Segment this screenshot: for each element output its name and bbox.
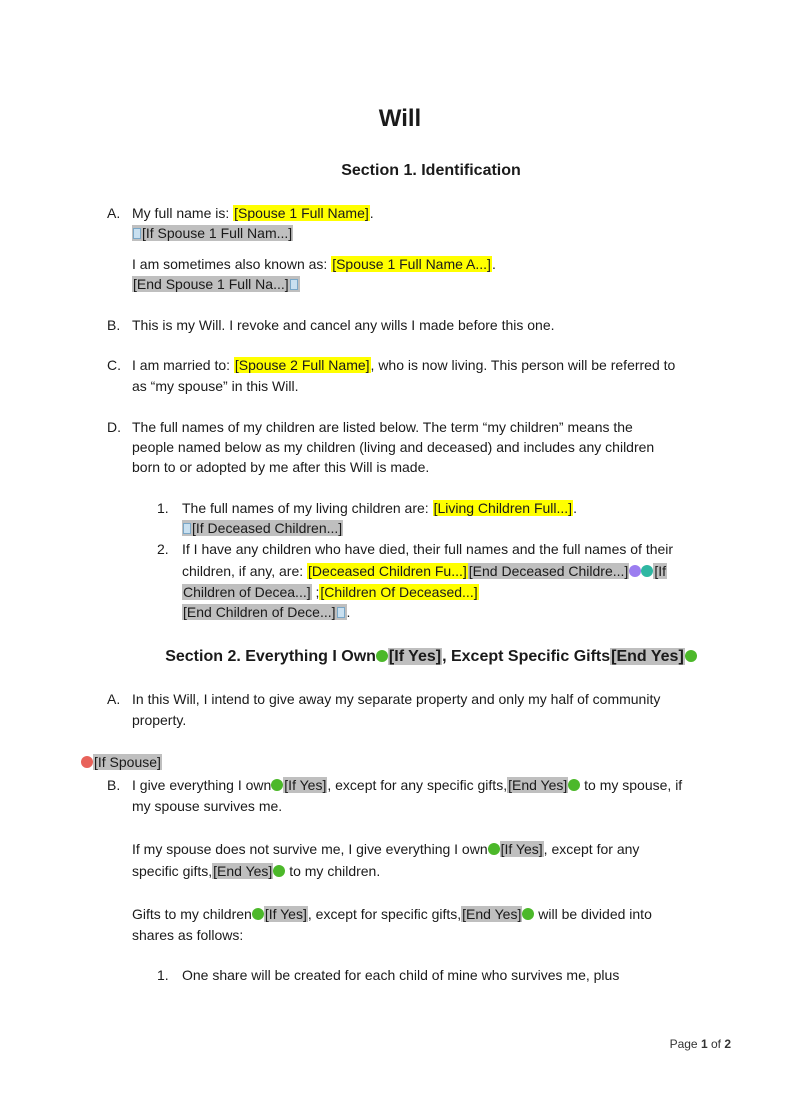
clause-1d-line2: people named below as my children (living and deceased) and includes any children	[132, 439, 655, 455]
clause-text: , except for specific gifts,	[307, 906, 462, 922]
if-spouse-line	[81, 752, 162, 772]
green-dot-icon	[271, 779, 283, 791]
conditional-field-end-deceased-children[interactable]: [End Deceased Childre...]	[468, 563, 629, 579]
clause-2b-p3-line1	[132, 904, 652, 924]
clause-text: I am married to:	[132, 357, 234, 373]
red-dot-icon	[81, 756, 93, 768]
clause-2b1-text: One share will be created for each child of mine who survives me, plus	[182, 967, 620, 983]
clause-text: I am sometimes also known as:	[132, 256, 332, 272]
clause-1a-cond-line	[132, 223, 293, 243]
clause-text: Gifts to my children	[132, 906, 252, 922]
clause-1d2-line4	[182, 602, 350, 622]
punctuation: .	[369, 205, 374, 221]
clause-1a-line1	[132, 203, 374, 223]
list-marker-2: 2.	[157, 541, 169, 557]
green-dot-icon	[522, 908, 534, 920]
field-marker-icon	[290, 279, 298, 290]
conditional-field-if-spouse[interactable]: [If Spouse]	[94, 754, 161, 770]
list-marker-1: 1.	[157, 967, 169, 983]
clause-marker-a: A.	[107, 691, 121, 707]
clause-text: The full names of my living children are:	[182, 500, 433, 516]
heading-text: , Except Specific Gifts	[442, 648, 611, 665]
green-dot-icon	[252, 908, 264, 920]
clause-text: , who is now living. This person will be referred to	[370, 357, 676, 373]
clause-marker-c: C.	[107, 357, 121, 373]
merge-field-spouse2-full-name[interactable]: [Spouse 2 Full Name]	[234, 357, 370, 373]
clause-1d1-cond-line	[182, 518, 343, 538]
current-page: 1	[700, 1037, 708, 1051]
conditional-field-if-yes[interactable]: [If Yes]	[500, 841, 543, 857]
clause-text: specific gifts,	[132, 863, 213, 879]
clause-2a-line1: In this Will, I intend to give away my separate property and only my half of community	[132, 691, 661, 707]
purple-dot-icon	[629, 565, 641, 577]
conditional-field-if-children-of-deceased-start[interactable]: [If	[654, 563, 666, 579]
conditional-field-end-yes[interactable]: [End Yes]	[508, 777, 568, 793]
section-2-heading	[0, 646, 800, 668]
document-title: Will	[378, 105, 422, 132]
merge-field-living-children[interactable]: [Living Children Full...]	[433, 500, 573, 516]
conditional-field-if-children-of-deceased-end[interactable]: Children of Decea...]	[183, 584, 311, 600]
conditional-field-if-yes[interactable]: [If Yes]	[388, 648, 442, 665]
clause-1d2-line3	[182, 582, 479, 602]
clause-marker-a: A.	[107, 205, 121, 221]
heading-text: Section 2. Everything I Own	[165, 648, 376, 665]
conditional-field-if-deceased-children[interactable]: [If Deceased Children...]	[182, 520, 343, 536]
clause-marker-d: D.	[107, 419, 121, 435]
clause-1c-line1	[132, 355, 675, 375]
clause-1c-line2: as “my spouse” in this Will.	[132, 378, 299, 394]
clause-text: My full name is:	[132, 205, 234, 221]
conditional-field-end-yes[interactable]: [End Yes]	[611, 648, 684, 665]
clause-2b-p2-line2	[132, 861, 380, 881]
clause-1b-text: This is my Will. I revoke and cancel any wills I made before this one.	[132, 317, 555, 333]
of-label: of	[707, 1037, 725, 1051]
field-marker-icon	[337, 607, 345, 618]
clause-1a-aka-line	[132, 254, 496, 274]
clause-text: I give everything I own	[132, 777, 272, 793]
clause-1d2-line2	[182, 561, 667, 581]
merge-field-children-of-deceased[interactable]: [Children Of Deceased...]	[320, 584, 478, 600]
clause-text: , except for any specific gifts,	[327, 777, 508, 793]
clause-2b-p3-line2: shares as follows:	[132, 927, 244, 943]
punctuation: .	[573, 500, 577, 516]
teal-dot-icon	[641, 565, 653, 577]
clause-text: will be divided into	[534, 906, 652, 922]
separator: ;	[311, 584, 320, 600]
page-number	[670, 1037, 731, 1051]
punctuation: .	[346, 604, 351, 620]
clause-2a-line2: property.	[132, 712, 187, 728]
clause-text: to my children.	[285, 863, 381, 879]
clause-1d2-line1: If I have any children who have died, their full names and the full names of their	[182, 541, 674, 557]
clause-text: If my spouse does not survive me, I give everything I own	[132, 841, 488, 857]
green-dot-icon	[273, 865, 285, 877]
clause-1d-line1: The full names of my children are listed below. The term “my children” means the	[132, 419, 633, 435]
green-dot-icon	[376, 650, 388, 662]
list-marker-1: 1.	[157, 500, 169, 516]
clause-1a-end-cond-line	[132, 274, 300, 294]
total-pages: 2	[724, 1037, 731, 1051]
clause-text: , except for any	[543, 841, 640, 857]
clause-1d-line3: born to or adopted by me after this Will is made.	[132, 459, 430, 475]
conditional-field-end-yes[interactable]: [End Yes]	[462, 906, 522, 922]
conditional-field-end-yes[interactable]: [End Yes]	[213, 863, 273, 879]
page-label: Page	[669, 1037, 701, 1051]
punctuation: .	[491, 256, 496, 272]
clause-marker-b: B.	[107, 317, 121, 333]
section-1-heading: Section 1. Identification	[341, 162, 521, 179]
conditional-field-if-spouse1-name[interactable]: [If Spouse 1 Full Nam...]	[132, 225, 293, 241]
conditional-field-end-children-of-deceased[interactable]: [End Children of Dece...]	[182, 604, 347, 620]
conditional-field-end-spouse1-name[interactable]: [End Spouse 1 Full Na...]	[132, 276, 300, 292]
clause-2b-p1-line1	[132, 775, 682, 795]
green-dot-icon	[685, 650, 697, 662]
conditional-field-if-yes[interactable]: [If Yes]	[284, 777, 327, 793]
green-dot-icon	[568, 779, 580, 791]
clause-text: children, if any, are:	[182, 563, 308, 579]
merge-field-spouse1-full-name[interactable]: [Spouse 1 Full Name]	[234, 205, 369, 221]
clause-marker-b: B.	[107, 777, 121, 793]
green-dot-icon	[488, 843, 500, 855]
field-marker-icon	[133, 228, 141, 239]
field-marker-icon	[183, 523, 191, 534]
merge-field-deceased-children[interactable]: [Deceased Children Fu...]	[308, 563, 467, 579]
clause-1d1-line1	[182, 498, 577, 518]
clause-2b-p2-line1	[132, 839, 639, 859]
clause-2b-p1-line2: my spouse survives me.	[132, 798, 283, 814]
merge-field-spouse1-aka[interactable]: [Spouse 1 Full Name A...]	[332, 256, 491, 272]
clause-text: to my spouse, if	[580, 777, 683, 793]
conditional-field-if-yes[interactable]: [If Yes]	[264, 906, 307, 922]
